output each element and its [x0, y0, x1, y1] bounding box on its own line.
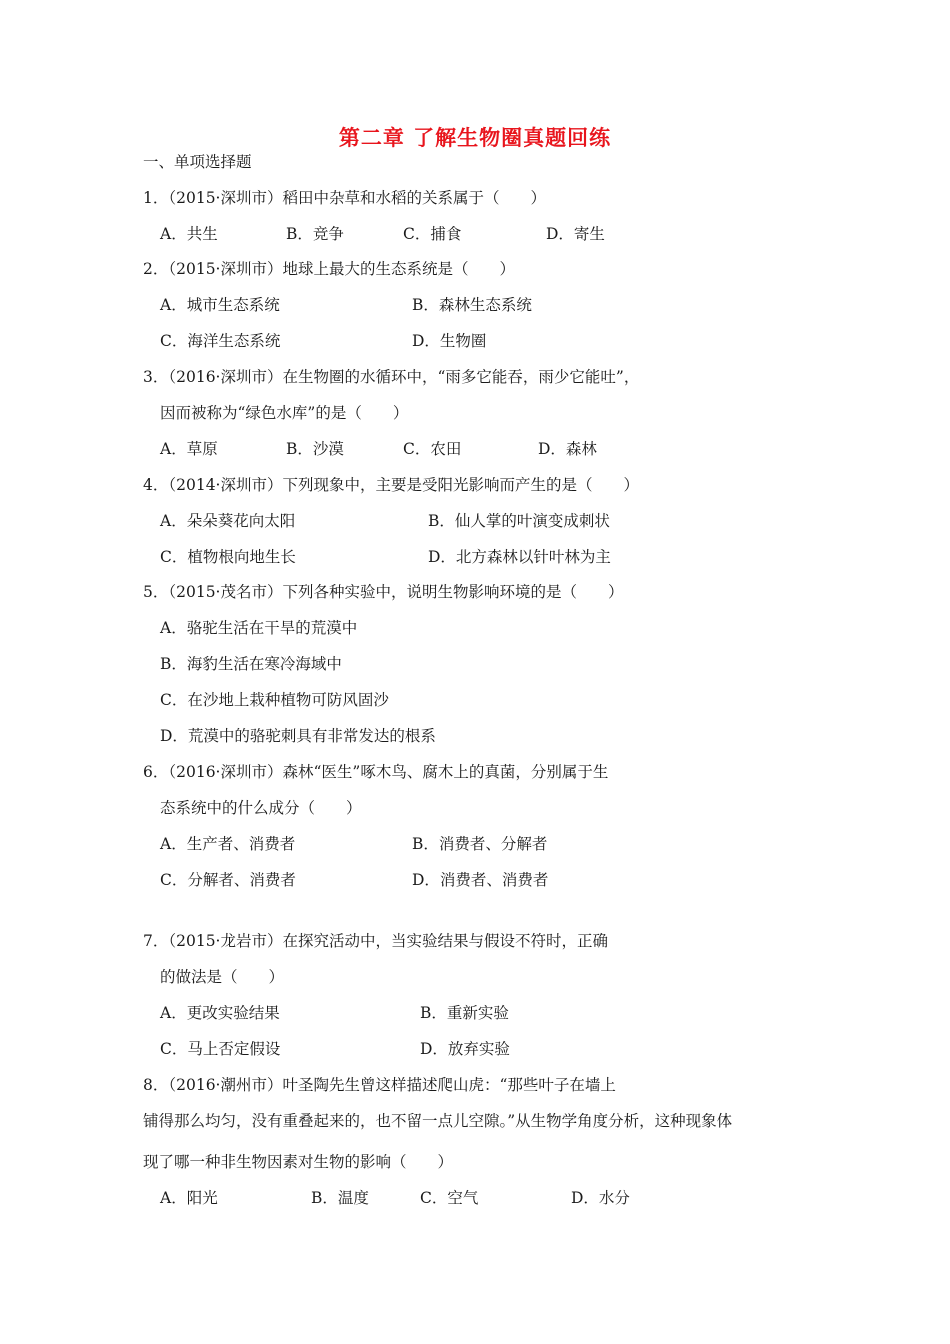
question-2-option-b: B．森林生态系统 [412, 296, 532, 314]
question-8-stem-line-2: 铺得那么均匀，没有重叠起来的，也不留一点儿空隙。”从生物学角度分析，这种现象体 [143, 1112, 733, 1130]
question-7-stem-line-2: 的做法是（ ） [160, 968, 285, 986]
question-1-stem: 1．（2015·深圳市）稻田中杂草和水稻的关系属于（ ） [143, 189, 546, 207]
question-1-option-c: C．捕食 [403, 225, 462, 243]
question-6-option-d: D．消费者、消费者 [412, 871, 549, 889]
question-8-stem-line-1: 8．（2016·潮州市）叶圣陶先生曾这样描述爬山虎：“那些叶子在墙上 [143, 1076, 616, 1094]
question-5-option-c: C．在沙地上栽种植物可防风固沙 [160, 691, 389, 709]
question-1-option-d: D．寄生 [546, 225, 605, 243]
question-1-option-b: B．竞争 [286, 225, 344, 243]
question-6-stem-line-2: 态系统中的什么成分（ ） [160, 799, 362, 817]
question-7-option-b: B．重新实验 [420, 1004, 509, 1022]
question-2-option-c: C．海洋生态系统 [160, 332, 281, 350]
question-7-option-c: C．马上否定假设 [160, 1040, 281, 1058]
question-3-option-c: C．农田 [403, 440, 462, 458]
question-6-stem-line-1: 6．（2016·深圳市）森林“医生”啄木鸟、腐木上的真菌，分别属于生 [143, 763, 609, 781]
question-5-option-b: B．海豹生活在寒冷海域中 [160, 655, 342, 673]
question-8-option-d: D．水分 [571, 1189, 630, 1207]
question-6-option-a: A．生产者、消费者 [160, 835, 296, 853]
question-8-option-a: A．阳光 [160, 1189, 218, 1207]
question-2-option-a: A．城市生态系统 [160, 296, 280, 314]
question-3-option-a: A．草原 [160, 440, 218, 458]
question-3-stem-line-2: 因而被称为“绿色水库”的是（ ） [160, 404, 409, 422]
question-3-option-b: B．沙漠 [286, 440, 344, 458]
question-4-option-a: A．朵朵葵花向太阳 [160, 512, 296, 530]
question-5-option-a: A．骆驼生活在干旱的荒漠中 [160, 619, 358, 637]
question-4-stem: 4．（2014·深圳市）下列现象中，主要是受阳光影响而产生的是（ ） [143, 476, 639, 494]
question-8-option-b: B．温度 [311, 1189, 369, 1207]
question-7-stem-line-1: 7．（2015·龙岩市）在探究活动中，当实验结果与假设不符时，正确 [143, 932, 608, 950]
question-3-option-d: D．森林 [538, 440, 597, 458]
question-4-option-d: D．北方森林以针叶林为主 [428, 548, 611, 566]
question-1-option-a: A．共生 [160, 225, 218, 243]
question-8-option-c: C．空气 [420, 1189, 479, 1207]
question-8-stem-line-3: 现了哪一种非生物因素对生物的影响（ ） [143, 1153, 454, 1171]
question-5-option-d: D．荒漠中的骆驼刺具有非常发达的根系 [160, 727, 436, 745]
question-7-option-a: A．更改实验结果 [160, 1004, 280, 1022]
question-2-stem: 2．（2015·深圳市）地球上最大的生态系统是（ ） [143, 260, 515, 278]
question-7-option-d: D．放弃实验 [420, 1040, 510, 1058]
section-heading: 一、单项选择题 [143, 153, 252, 171]
question-6-option-b: B．消费者、分解者 [412, 835, 548, 853]
question-3-stem-line-1: 3．（2016·深圳市）在生物圈的水循环中，“雨多它能吞，雨少它能吐”， [143, 368, 640, 386]
question-4-option-c: C．植物根向地生长 [160, 548, 296, 566]
page-title: 第二章 了解生物圈真题回练 [338, 126, 612, 150]
question-4-option-b: B．仙人掌的叶演变成刺状 [428, 512, 610, 530]
question-6-option-c: C．分解者、消费者 [160, 871, 296, 889]
question-2-option-d: D．生物圈 [412, 332, 487, 350]
question-5-stem: 5．（2015·茂名市）下列各种实验中，说明生物影响环境的是（ ） [143, 583, 624, 601]
